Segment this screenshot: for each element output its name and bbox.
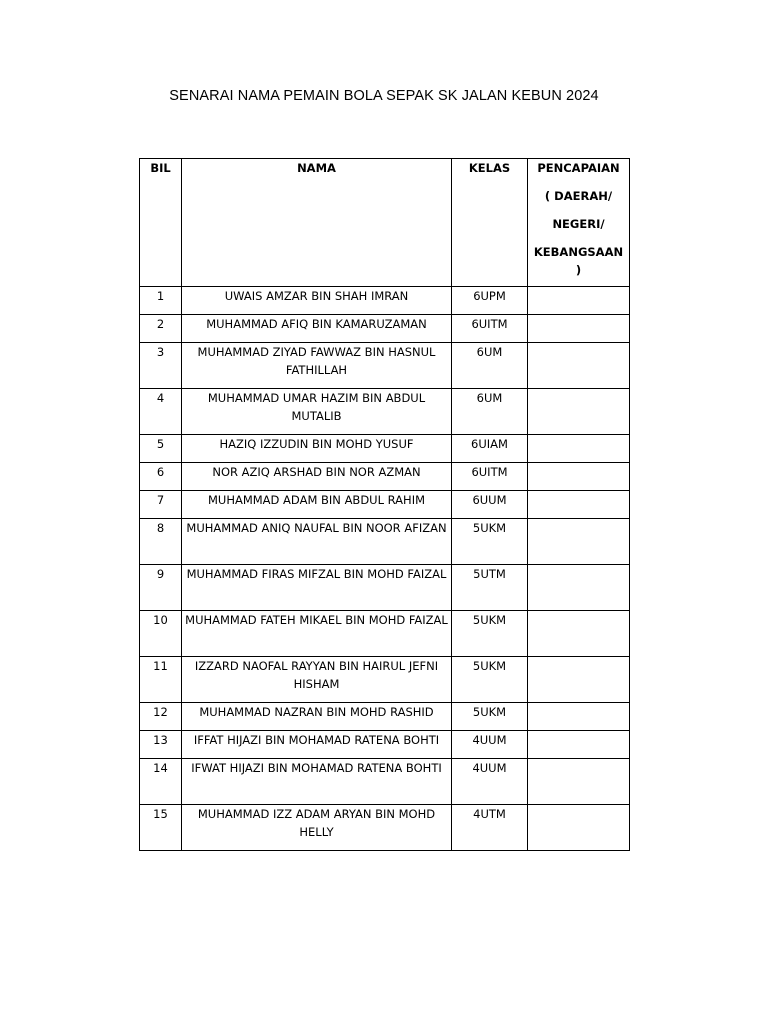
cell-bil: 14 [140,759,182,805]
table-row [140,287,630,315]
cell-bil: 4 [140,389,182,435]
table-row [140,759,630,805]
cell-bil: 8 [140,519,182,565]
table-row [140,491,630,519]
header-pencapaian-line: ( DAERAH/ [544,189,613,203]
cell-bil: 10 [140,611,182,657]
header-bil: BIL [140,159,182,287]
table-row [140,565,630,611]
table-row [140,463,630,491]
cell-pencapaian [528,703,630,731]
cell-kelas: 5UKM [452,519,528,565]
cell-nama: MUHAMMAD ZIYAD FAWWAZ BIN HASNUL FATHILLAH [182,343,452,389]
cell-nama: MUHAMMAD FIRAS MIFZAL BIN MOHD FAIZAL [182,565,452,611]
cell-pencapaian [528,435,630,463]
cell-nama: MUHAMMAD IZZ ADAM ARYAN BIN MOHD HELLY [182,805,452,851]
cell-bil: 9 [140,565,182,611]
cell-kelas: 5UKM [452,657,528,703]
cell-kelas: 5UKM [452,703,528,731]
cell-nama: MUHAMMAD UMAR HAZIM BIN ABDUL MUTALIB [182,389,452,435]
cell-kelas: 4UUM [452,731,528,759]
header-pencapaian-line: ) [575,263,582,277]
header-pencapaian [528,159,630,287]
cell-kelas: 6UUM [452,491,528,519]
cell-pencapaian [528,389,630,435]
table-row [140,657,630,703]
cell-pencapaian [528,565,630,611]
cell-pencapaian [528,731,630,759]
cell-bil: 15 [140,805,182,851]
cell-nama: HAZIQ IZZUDIN BIN MOHD YUSUF [182,435,452,463]
cell-nama: IFWAT HIJAZI BIN MOHAMAD RATENA BOHTI [182,759,452,805]
cell-pencapaian [528,805,630,851]
header-kelas: KELAS [452,159,528,287]
cell-nama: MUHAMMAD ADAM BIN ABDUL RAHIM [182,491,452,519]
table-row [140,519,630,565]
cell-pencapaian [528,519,630,565]
cell-bil: 3 [140,343,182,389]
cell-nama: MUHAMMAD NAZRAN BIN MOHD RASHID [182,703,452,731]
cell-nama: UWAIS AMZAR BIN SHAH IMRAN [182,287,452,315]
cell-bil: 1 [140,287,182,315]
table-row [140,611,630,657]
table-row [140,435,630,463]
cell-pencapaian [528,343,630,389]
header-pencapaian-line: PENCAPAIAN [537,161,620,175]
cell-kelas: 4UTM [452,805,528,851]
table-row [140,703,630,731]
cell-kelas: 6UITM [452,463,528,491]
header-pencapaian-line: NEGERI/ [552,217,605,231]
cell-pencapaian [528,611,630,657]
cell-bil: 12 [140,703,182,731]
header-nama: NAMA [182,159,452,287]
cell-bil: 2 [140,315,182,343]
player-table [139,158,630,851]
cell-nama: MUHAMMAD FATEH MIKAEL BIN MOHD FAIZAL [182,611,452,657]
cell-kelas: 6UIAM [452,435,528,463]
cell-kelas: 5UKM [452,611,528,657]
cell-kelas: 5UTM [452,565,528,611]
table-row [140,389,630,435]
cell-bil: 6 [140,463,182,491]
cell-bil: 5 [140,435,182,463]
cell-nama: IFFAT HIJAZI BIN MOHAMAD RATENA BOHTI [182,731,452,759]
cell-pencapaian [528,759,630,805]
cell-pencapaian [528,491,630,519]
cell-nama: NOR AZIQ ARSHAD BIN NOR AZMAN [182,463,452,491]
cell-bil: 11 [140,657,182,703]
table-row [140,731,630,759]
table-row [140,343,630,389]
cell-kelas: 6UPM [452,287,528,315]
cell-pencapaian [528,315,630,343]
cell-pencapaian [528,657,630,703]
cell-kelas: 6UM [452,389,528,435]
table-header-row [140,159,630,287]
cell-bil: 13 [140,731,182,759]
cell-nama: MUHAMMAD ANIQ NAUFAL BIN NOOR AFIZAN [182,519,452,565]
cell-pencapaian [528,463,630,491]
table-row [140,805,630,851]
cell-bil: 7 [140,491,182,519]
cell-kelas: 6UITM [452,315,528,343]
table-row [140,315,630,343]
cell-kelas: 4UUM [452,759,528,805]
cell-kelas: 6UM [452,343,528,389]
cell-nama: IZZARD NAOFAL RAYYAN BIN HAIRUL JEFNI HISHAM [182,657,452,703]
cell-nama: MUHAMMAD AFIQ BIN KAMARUZAMAN [182,315,452,343]
header-pencapaian-line: KEBANGSAAN [533,245,624,259]
page-title: SENARAI NAMA PEMAIN BOLA SEPAK SK JALAN KEBUN 2024 [169,88,599,104]
cell-pencapaian [528,287,630,315]
